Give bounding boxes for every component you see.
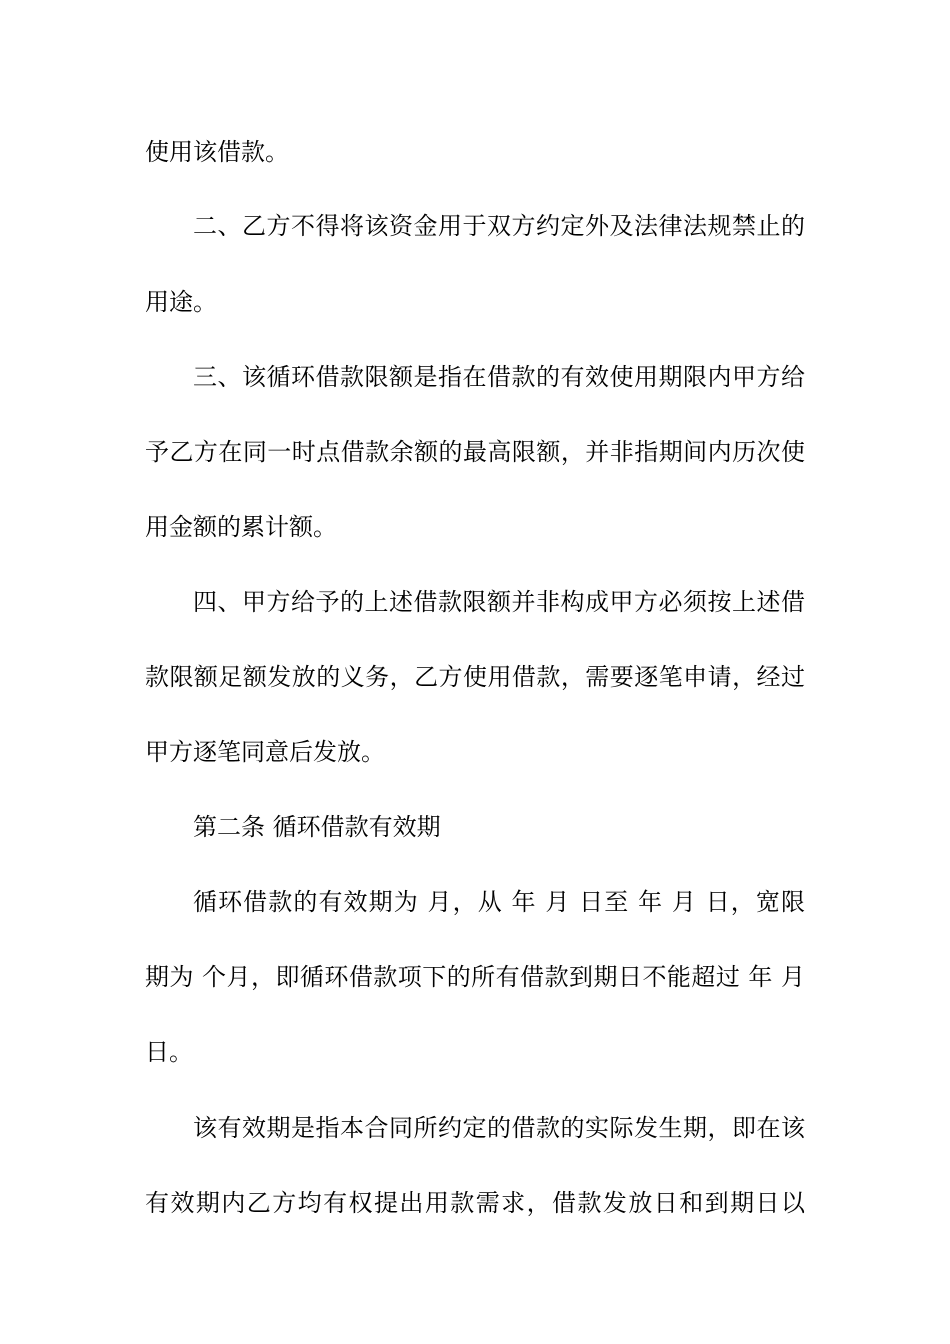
- text-line: 有效期内乙方均有权提出用款需求，借款发放日和到期日以: [145, 1189, 805, 1217]
- text-line: 用途。: [145, 288, 217, 316]
- text-line: 予乙方在同一时点借款余额的最高限额，并非指期间内历次使: [145, 438, 805, 466]
- text-line: 甲方逐笔同意后发放。: [145, 738, 385, 766]
- clause-four: 四、甲方给予的上述借款限额并非构成甲方必须按上述借: [193, 588, 805, 616]
- article-heading: 第二条 循环借款有效期: [193, 813, 441, 841]
- validity-paragraph: 循环借款的有效期为 月，从 年 月 日至 年 月 日，宽限: [193, 888, 805, 916]
- text-line: 使用该借款。: [145, 138, 289, 166]
- text-line: 用金额的累计额。: [145, 513, 337, 541]
- text-line: 期为 个月，即循环借款项下的所有借款到期日不能超过 年 月: [145, 963, 805, 991]
- text-line: 款限额足额发放的义务，乙方使用借款，需要逐笔申请，经过: [145, 663, 805, 691]
- clause-three: 三、该循环借款限额是指在借款的有效使用期限内甲方给: [193, 363, 805, 391]
- text-line: 日。: [145, 1038, 193, 1066]
- clause-two: 二、乙方不得将该资金用于双方约定外及法律法规禁止的: [193, 212, 805, 240]
- validity-definition-paragraph: 该有效期是指本合同所约定的借款的实际发生期，即在该: [193, 1114, 805, 1142]
